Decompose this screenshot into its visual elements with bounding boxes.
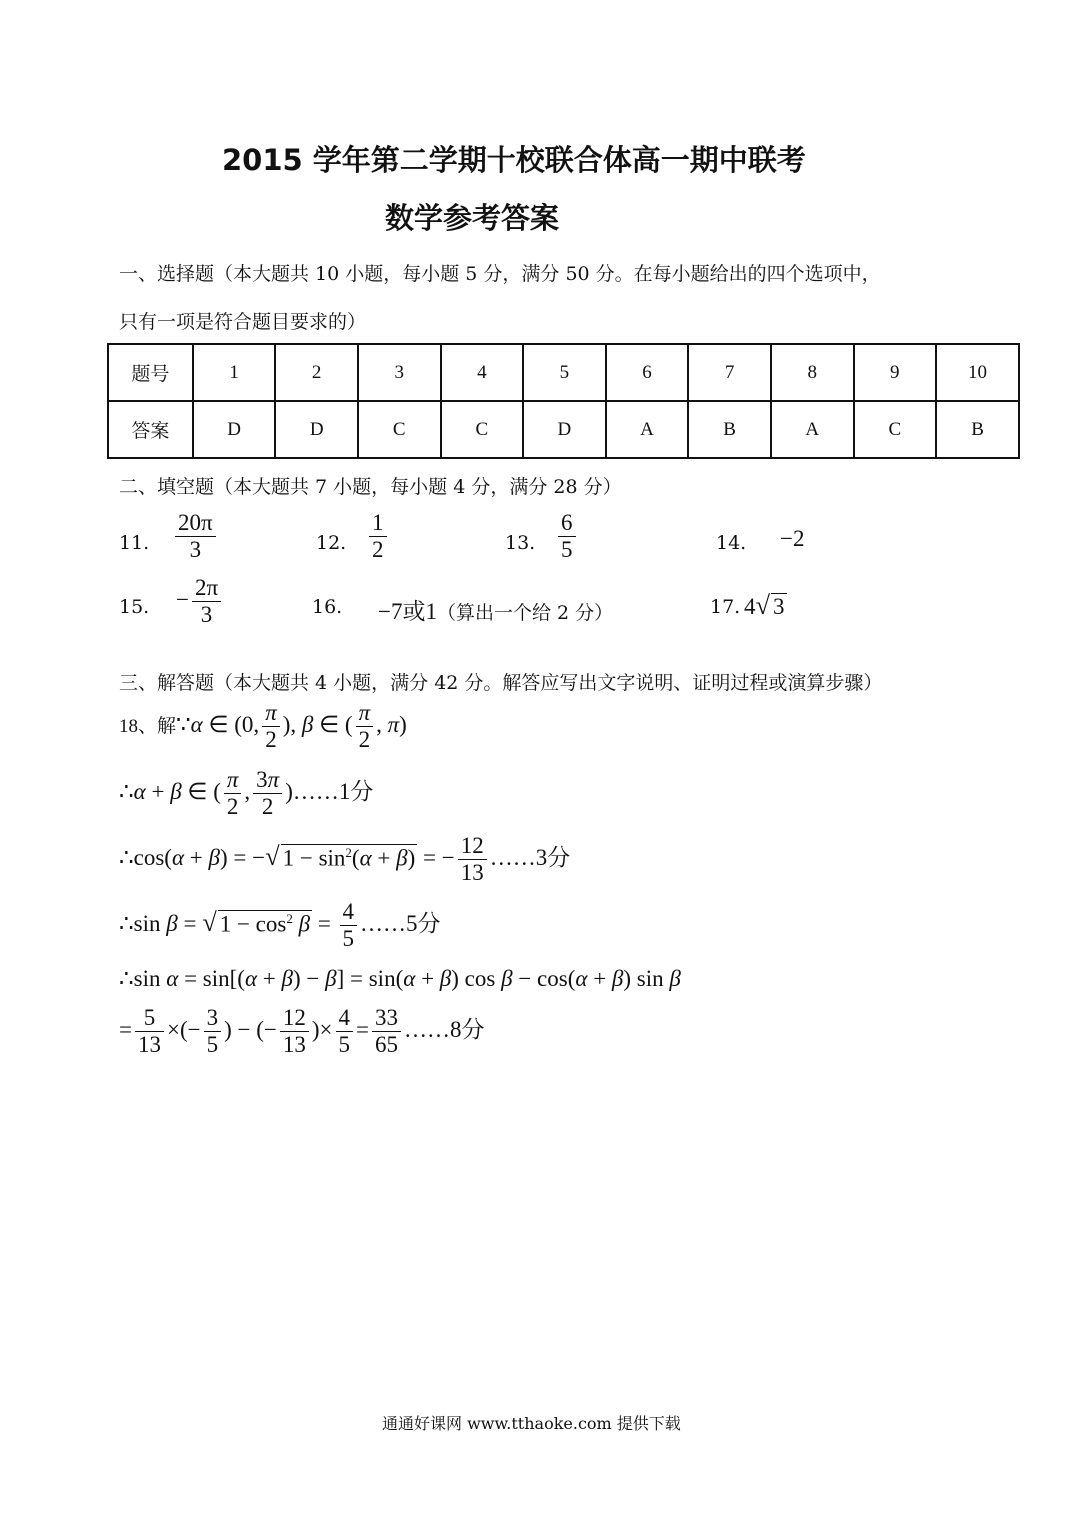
q12-label: 12. xyxy=(316,532,347,554)
q16-answer: −7或1（算出一个给 2 分） xyxy=(378,599,614,624)
section3-heading: 三、解答题（本大题共 4 小题，满分 42 分。解答应写出文字说明、证明过程或演算步骤） xyxy=(119,672,883,694)
table-cell: 6 xyxy=(606,344,689,401)
q18-line3: ∴cos(α + β) = −√ $1 - \sin^2(\alpha + \beta)$ = − $\frac{12}{13}$ ……3分 xyxy=(119,833,571,886)
table-cell: B xyxy=(936,401,1019,458)
q12-answer: $\frac{1}{2}$ xyxy=(366,510,390,564)
table-row-answers xyxy=(108,401,1019,458)
row-label-answer: 答案 xyxy=(108,401,193,458)
table-cell: 1 xyxy=(193,344,276,401)
table-cell: D xyxy=(523,401,606,458)
q17-answer: 4√ 3 xyxy=(744,590,785,620)
table-cell: 9 xyxy=(854,344,937,401)
table-cell: 5 xyxy=(523,344,606,401)
table-cell: D xyxy=(193,401,276,458)
q15-label: 15. xyxy=(119,596,150,618)
q18-line1: 18、解∵α ∈ (0, $\frac{\pi}{2}$ ), β ∈ ( $\frac{\pi}{2}$ , π) xyxy=(119,700,407,753)
table-cell: 10 xyxy=(936,344,1019,401)
section2-heading: 二、填空题（本大题共 7 小题，每小题 4 分，满分 28 分） xyxy=(119,476,622,498)
q14-answer: −2 xyxy=(780,526,805,551)
q18-line6: = $\frac{5}{13}$ ×(− $\frac{3}{5}$ ) − (− $\frac{12}{13}$ )× $\frac{4}{5}$ = $\frac{33}{65}$ ……8分 xyxy=(119,1005,485,1058)
q18-line2: ∴α + β ∈ ( $\frac{\pi}{2}$ , $\frac{3\pi}{2}$ )……1分 xyxy=(119,767,374,820)
footer-credit: 通通好课网 www.tthaoke.com 提供下载 xyxy=(382,1414,681,1433)
q18-line4: ∴sin β = √ $1 - \cos^2 \beta$ = $\frac{4}{5}$ ……5分 xyxy=(119,899,441,952)
table-cell: B xyxy=(688,401,771,458)
table-cell: A xyxy=(771,401,854,458)
table-cell: C xyxy=(358,401,441,458)
section1-heading-cont: 只有一项是符合题目要求的） xyxy=(119,311,367,333)
q18-line5: ∴sin α = sin[(α + β) − β] = sin(α + β) cos β − cos(α + β) sin β xyxy=(119,966,681,991)
section1-heading: 一、选择题（本大题共 10 小题，每小题 5 分，满分 50 分。在每小题给出的四个选项中， xyxy=(119,263,881,285)
table-cell: 7 xyxy=(688,344,771,401)
table-cell: 3 xyxy=(358,344,441,401)
table-row-numbers xyxy=(108,344,1019,401)
answer-table xyxy=(107,343,1020,459)
table-cell: D xyxy=(275,401,358,458)
table-cell: 8 xyxy=(771,344,854,401)
q14-label: 14. xyxy=(716,532,747,554)
table-cell: C xyxy=(854,401,937,458)
q16-label: 16. xyxy=(312,596,343,618)
q17-label: 17. xyxy=(710,596,741,618)
table-cell: 2 xyxy=(275,344,358,401)
page-subtitle: 数学参考答案 xyxy=(385,201,560,235)
q11-answer: $\frac{20\pi}{3}$ xyxy=(172,510,219,564)
table-cell: A xyxy=(606,401,689,458)
page-title: 2015 学年第二学期十校联合体高一期中联考 xyxy=(222,143,806,177)
row-label-number: 题号 xyxy=(108,344,193,401)
table-cell: C xyxy=(441,401,524,458)
q15-answer: − $\frac{2\pi}{3}$ xyxy=(176,575,224,629)
table-cell: 4 xyxy=(441,344,524,401)
q11-label: 11. xyxy=(119,532,150,554)
q13-answer: $\frac{6}{5}$ xyxy=(555,510,579,564)
q13-label: 13. xyxy=(505,532,536,554)
